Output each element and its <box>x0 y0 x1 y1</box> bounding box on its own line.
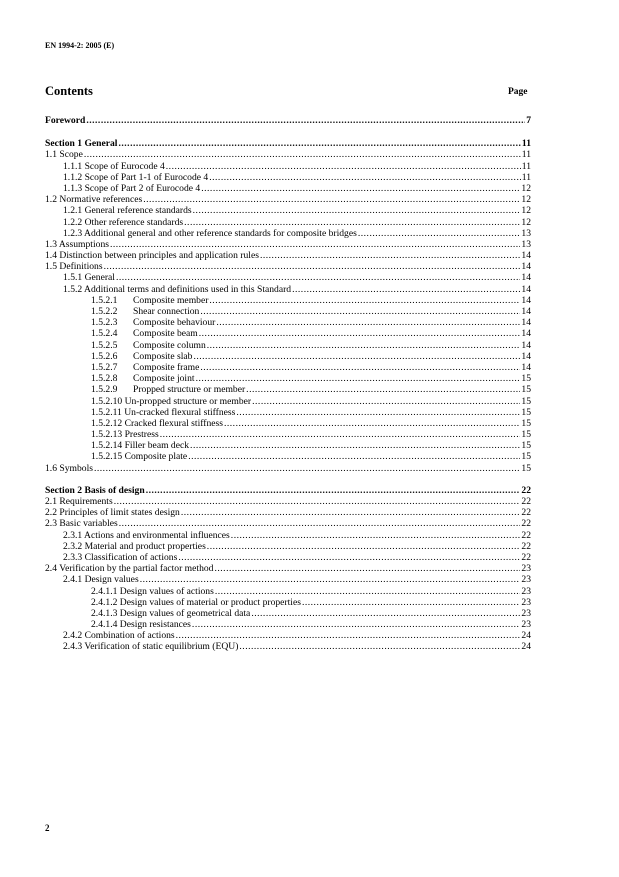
toc-entry-text: Composite behaviour <box>133 317 216 329</box>
dot-leader <box>192 619 520 630</box>
dot-leader <box>166 161 521 172</box>
toc-entry[interactable] <box>45 530 531 541</box>
dot-leader <box>193 351 520 362</box>
dot-leader <box>184 217 520 228</box>
toc-entry-text: Composite beam <box>133 328 198 340</box>
page-column-label: Page <box>508 87 528 97</box>
toc-entry-text: Composite column <box>133 339 206 351</box>
toc-entry[interactable] <box>45 496 531 507</box>
toc-entry-title: 2.3.1 Actions and environmental influences <box>63 529 230 541</box>
toc-entry-number: 1.5.2.3 <box>91 317 118 329</box>
dot-leader <box>224 418 520 429</box>
toc-entry-title: 2.4.3 Verification of static equilibrium (EQU) <box>63 641 239 653</box>
toc-entry-number: 1.5.2.5 <box>91 339 118 351</box>
dot-leader <box>199 328 521 339</box>
dot-leader <box>215 586 521 597</box>
dot-leader <box>209 172 521 183</box>
toc-entry-page: 14 <box>521 328 531 340</box>
toc-entry[interactable] <box>45 161 531 172</box>
toc-entry-page: 23 <box>521 585 531 597</box>
toc-entry[interactable] <box>45 362 531 373</box>
dot-leader <box>246 384 520 395</box>
toc-entry-title <box>91 317 215 328</box>
toc-entry-number: 1.5.2.7 <box>91 361 118 373</box>
toc-entry-title: 1.5.2.11 Un-cracked flexural stiffness <box>91 406 236 418</box>
toc-entry-page: 23 <box>521 596 531 608</box>
toc-entry-number: 1.5.2.6 <box>91 350 118 362</box>
dot-leader <box>201 183 520 194</box>
toc-entry[interactable] <box>45 630 531 641</box>
table-of-contents <box>45 115 531 653</box>
toc-entry-page: 23 <box>521 563 531 575</box>
toc-entry[interactable] <box>45 351 531 362</box>
toc-entry-number: 1.5.2.1 <box>91 294 118 306</box>
dot-leader <box>207 541 521 552</box>
dot-leader <box>188 451 520 462</box>
toc-entry[interactable] <box>45 250 531 261</box>
toc-entry-number: 1.5.2.4 <box>91 328 118 340</box>
toc-entry[interactable] <box>45 183 531 194</box>
toc-entry-title: 1.2.2 Other reference standards <box>63 216 184 228</box>
toc-entry-page: 15 <box>521 384 531 396</box>
dot-leader <box>216 317 520 328</box>
dot-leader <box>231 530 521 541</box>
toc-entry[interactable] <box>45 239 531 250</box>
dot-leader <box>176 630 521 641</box>
toc-entry-title: 1.1.2 Scope of Part 1-1 of Eurocode 4 <box>63 171 209 183</box>
toc-entry-number: 1.5.2.2 <box>91 306 118 317</box>
dot-leader <box>209 295 520 306</box>
toc-entry-page: 23 <box>521 574 531 586</box>
toc-entry[interactable] <box>45 384 531 395</box>
toc-entry-page: 14 <box>521 261 531 273</box>
toc-entry[interactable] <box>45 485 531 496</box>
toc-entry-title: 2.4.1 Design values <box>63 574 139 586</box>
toc-entry[interactable] <box>45 608 531 619</box>
toc-entry[interactable] <box>45 306 531 317</box>
toc-entry[interactable] <box>45 194 531 205</box>
toc-entry[interactable] <box>45 205 531 216</box>
toc-entry[interactable] <box>45 228 531 239</box>
dot-leader <box>110 239 520 250</box>
toc-entry-page: 22 <box>521 540 531 552</box>
toc-entry-title: 2.1 Requirements <box>45 496 113 507</box>
toc-entry-page: 14 <box>521 250 531 262</box>
toc-entry-page: 22 <box>521 496 531 507</box>
dot-leader <box>302 597 520 608</box>
dot-leader <box>119 518 521 529</box>
toc-entry[interactable] <box>45 149 531 160</box>
toc-entry-title: 1.2 Normative references <box>45 194 143 206</box>
dot-leader <box>239 641 520 652</box>
toc-entry[interactable] <box>45 507 531 518</box>
dot-leader <box>181 507 521 518</box>
toc-entry[interactable] <box>45 407 531 418</box>
toc-entry-page: 11 <box>521 149 531 161</box>
toc-entry-title: 2.3.3 Classification of actions <box>63 551 178 563</box>
dot-leader <box>178 552 520 563</box>
toc-entry-title <box>91 373 195 384</box>
dot-leader <box>86 115 525 126</box>
toc-entry-number: 1.5.2.9 <box>91 384 118 396</box>
page-number: 2 <box>45 823 50 833</box>
dot-leader <box>200 306 520 317</box>
toc-entry-title: 1.1.1 Scope of Eurocode 4 <box>63 160 165 172</box>
dot-leader <box>260 250 520 261</box>
toc-entry-page: 23 <box>521 607 531 619</box>
toc-entry-title <box>91 328 198 339</box>
toc-entry-title <box>91 351 192 362</box>
dot-leader <box>236 407 520 418</box>
toc-entry-title: Section 2 Basis of design <box>45 484 145 496</box>
toc-entry-page: 14 <box>521 272 531 284</box>
toc-entry-title: Section 1 General <box>45 138 118 150</box>
toc-entry-title: 1.2.3 Additional general and other reference standards for composite bridges <box>63 227 357 239</box>
toc-entry-page: 12 <box>521 216 531 228</box>
toc-entry-title: 1.5.2.14 Filler beam deck <box>91 440 190 452</box>
dot-leader <box>193 205 521 216</box>
dot-leader <box>104 261 521 272</box>
toc-entry-page: 11 <box>521 171 531 183</box>
page-title: Contents <box>45 84 93 98</box>
toc-entry[interactable] <box>45 563 531 574</box>
toc-entry-text: Composite slab <box>133 350 193 362</box>
toc-entry-page: 14 <box>521 294 531 306</box>
dot-leader <box>118 138 520 149</box>
toc-entry-page: 14 <box>521 306 531 317</box>
document-id-header: EN 1994-2: 2005 (E) <box>45 41 115 50</box>
toc-entry-text: Propped structure or member <box>133 384 246 396</box>
toc-entry-title: 2.2 Principles of limit states design <box>45 507 180 519</box>
toc-entry-page: 14 <box>521 361 531 373</box>
dot-leader <box>200 362 520 373</box>
dot-leader <box>251 608 520 619</box>
toc-entry-title: 1.1 Scope <box>45 149 83 161</box>
toc-entry[interactable] <box>45 340 531 351</box>
dot-leader <box>160 429 521 440</box>
dot-leader <box>358 228 521 239</box>
toc-entry[interactable] <box>45 451 531 462</box>
toc-entry-title <box>91 362 199 373</box>
toc-entry-title: 2.3.2 Material and product properties <box>63 540 206 552</box>
toc-entry-title <box>91 295 208 306</box>
dot-leader <box>252 396 520 407</box>
toc-entry-page: 12 <box>521 205 531 217</box>
dot-leader <box>84 149 521 160</box>
toc-entry-title: 2.4.1.1 Design values of actions <box>91 585 214 597</box>
toc-entry[interactable] <box>45 518 531 529</box>
toc-entry[interactable] <box>45 272 531 283</box>
toc-entry-text: Composite member <box>133 294 209 306</box>
toc-entry-page: 15 <box>521 373 531 385</box>
toc-entry-page: 22 <box>521 551 531 563</box>
toc-entry[interactable] <box>45 586 531 597</box>
dot-leader <box>114 496 521 507</box>
toc-entry[interactable] <box>45 284 531 295</box>
toc-entry-title: 2.4.1.3 Design values of geometrical data <box>91 607 251 619</box>
toc-entry-page: 14 <box>521 317 531 329</box>
toc-entry[interactable] <box>45 373 531 384</box>
toc-entry-title <box>91 340 206 351</box>
dot-leader <box>143 194 520 205</box>
toc-entry-title: 1.5.2.15 Composite plate <box>91 451 188 463</box>
toc-entry-title: 2.4.1.2 Design values of material or product properties <box>91 596 301 608</box>
toc-entry[interactable] <box>45 172 531 183</box>
toc-entry-title: 1.5.1 General <box>63 272 115 284</box>
toc-entry-page: 14 <box>521 283 531 295</box>
dot-leader <box>146 485 521 496</box>
dot-leader <box>116 272 520 283</box>
toc-entry[interactable] <box>45 597 531 608</box>
toc-entry[interactable] <box>45 418 531 429</box>
toc-entry-title: Foreword <box>45 115 86 126</box>
dot-leader <box>140 574 521 585</box>
toc-entry-page: 15 <box>521 440 531 452</box>
toc-entry-page: 22 <box>521 484 531 496</box>
toc-entry-page: 14 <box>521 339 531 351</box>
toc-entry-page: 15 <box>521 417 531 429</box>
toc-entry[interactable] <box>45 552 531 563</box>
dot-leader <box>214 563 520 574</box>
toc-entry-title: 1.5.2.10 Un-propped structure or member <box>91 395 252 407</box>
toc-entry-title <box>91 306 199 317</box>
toc-entry[interactable] <box>45 440 531 451</box>
toc-entry[interactable] <box>45 619 531 630</box>
toc-entry-page: 14 <box>521 350 531 362</box>
toc-entry-page: 12 <box>521 194 531 206</box>
toc-entry-title <box>91 384 245 395</box>
toc-entry-page: 7 <box>526 115 531 126</box>
dot-leader <box>292 284 520 295</box>
toc-entry-title: 1.2.1 General reference standards <box>63 205 192 217</box>
toc-entry-page: 11 <box>521 160 531 172</box>
toc-entry-page: 22 <box>521 518 531 530</box>
toc-entry[interactable] <box>45 261 531 272</box>
toc-entry-title: 1.4 Distinction between principles and application rules <box>45 250 259 262</box>
toc-entry-title: 1.6 Symbols <box>45 462 93 474</box>
toc-entry-text: Shear connection <box>133 306 200 317</box>
toc-entry-title: 1.5.2.13 Prestress <box>91 429 159 441</box>
toc-entry-title: 1.5.2.12 Cracked flexural stiffness <box>91 417 223 429</box>
toc-entry-page: 13 <box>521 227 531 239</box>
dot-leader <box>196 373 521 384</box>
toc-entry-page: 22 <box>521 529 531 541</box>
toc-entry-title: 1.3 Assumptions <box>45 238 109 250</box>
toc-entry-title: 2.4.2 Combination of actions <box>63 630 175 642</box>
toc-entry-title: 1.5 Definitions <box>45 261 103 273</box>
toc-entry-page: 15 <box>521 406 531 418</box>
toc-entry-title: 1.5.2 Additional terms and definitions used in this Standard <box>63 283 292 295</box>
toc-entry[interactable] <box>45 217 531 228</box>
dot-leader <box>190 440 520 451</box>
toc-entry-page: 24 <box>521 630 531 642</box>
toc-entry-page: 15 <box>521 429 531 441</box>
toc-entry-page: 13 <box>521 238 531 250</box>
toc-entry[interactable] <box>45 574 531 585</box>
toc-entry-title: 1.1.3 Scope of Part 2 of Eurocode 4 <box>63 182 201 194</box>
toc-entry[interactable] <box>45 541 531 552</box>
toc-entry[interactable] <box>45 138 531 149</box>
toc-entry-title: 2.4 Verification by the partial factor method <box>45 563 214 575</box>
toc-entry-page: 22 <box>521 507 531 519</box>
toc-entry[interactable] <box>45 396 531 407</box>
toc-entry-page: 23 <box>521 619 531 631</box>
dot-leader <box>94 463 520 474</box>
toc-entry-page: 12 <box>521 182 531 194</box>
toc-entry[interactable] <box>45 328 531 339</box>
toc-entry[interactable] <box>45 463 531 474</box>
toc-entry-text: Composite joint <box>133 373 195 385</box>
toc-entry-page: 15 <box>521 451 531 463</box>
toc-entry-page: 24 <box>521 641 531 653</box>
dot-leader <box>207 340 521 351</box>
toc-entry-number: 1.5.2.8 <box>91 373 118 385</box>
toc-entry[interactable] <box>45 295 531 306</box>
toc-entry-page: 11 <box>521 138 531 150</box>
toc-entry-title: 2.3 Basic variables <box>45 518 118 530</box>
toc-entry[interactable] <box>45 429 531 440</box>
toc-entry[interactable] <box>45 115 531 126</box>
toc-entry[interactable] <box>45 641 531 652</box>
toc-entry-title: 2.4.1.4 Design resistances <box>91 619 191 631</box>
toc-entry-page: 15 <box>521 462 531 474</box>
toc-entry-page: 15 <box>521 395 531 407</box>
toc-entry-text: Composite frame <box>133 361 200 373</box>
toc-entry[interactable] <box>45 317 531 328</box>
